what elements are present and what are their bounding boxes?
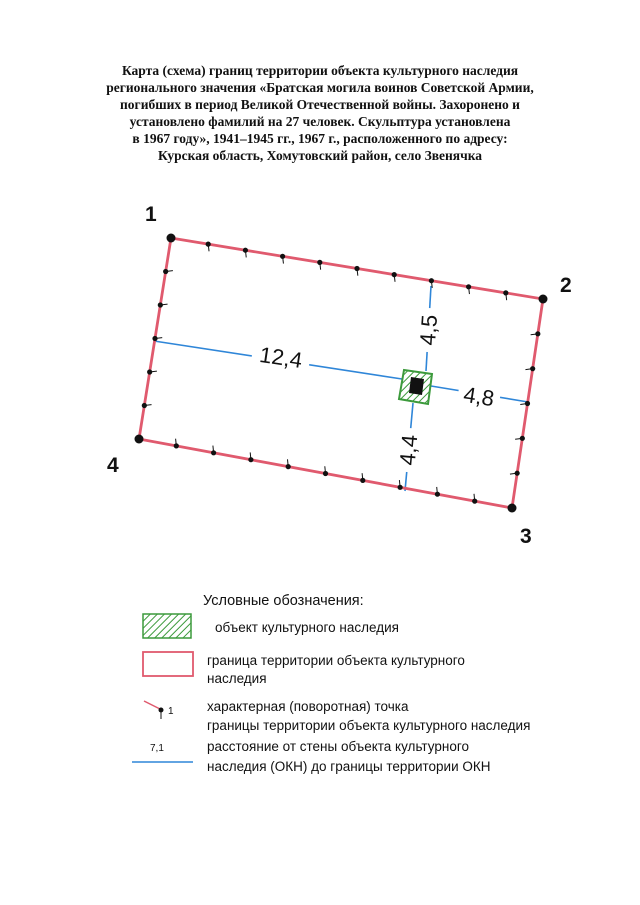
corner-label-1: 1 — [145, 203, 157, 226]
legend-distance-number: 7,1 — [150, 743, 164, 754]
legend-boundary-swatch — [143, 652, 193, 676]
boundary-point-2 — [243, 248, 248, 258]
corner-point-4 — [135, 435, 144, 444]
distance-label-left: 12,4 — [257, 341, 304, 374]
boundary-point-28 — [163, 269, 173, 274]
legend-point-number: 1 — [168, 706, 174, 717]
title-line-4: установлено фамилий на 27 человек. Скульптура установлена — [129, 114, 511, 129]
corner-label-3: 3 — [520, 525, 532, 548]
boundary-point-27 — [158, 302, 168, 307]
boundary-point-3 — [280, 254, 285, 264]
boundary-point-8 — [466, 284, 471, 294]
title-line-2: регионального значения «Братская могила воинов Советской Армии, — [106, 80, 534, 95]
monument-marker — [409, 377, 424, 395]
territory-boundary — [139, 238, 543, 508]
corner-label-2: 2 — [560, 274, 572, 297]
legend-object-label: объект культурного наследия — [215, 620, 399, 635]
legend-point-label-2: границы территории объекта культурного наследия — [207, 718, 531, 733]
boundary-point-22 — [211, 446, 216, 456]
boundary-point-23 — [174, 439, 179, 449]
boundary-point-10 — [531, 331, 541, 336]
title-line-5: в 1967 году», 1941–1945 гг., 1967 г., расположенного по адресу: — [132, 131, 508, 146]
boundary-point-13 — [515, 436, 525, 441]
legend — [132, 593, 530, 774]
boundary-point-15 — [472, 494, 477, 504]
boundary-point-20 — [286, 459, 291, 469]
corner-label-4: 4 — [107, 454, 119, 477]
legend-title: Условные обозначения: — [203, 593, 364, 609]
title-line-3: погибших в период Великой Отечественной войны. Захоронено и — [120, 97, 520, 112]
boundary-point-14 — [510, 471, 520, 476]
corner-point-3 — [508, 504, 517, 513]
corner-markers — [107, 203, 572, 548]
distance-label-right: 4,8 — [461, 381, 496, 412]
distance-label-bottom: 4,4 — [394, 433, 423, 467]
boundary-point-25 — [147, 369, 157, 374]
corner-point-2 — [539, 295, 548, 304]
boundary-point-18 — [360, 473, 365, 483]
legend-boundary-label-1: граница территории объекта культурного — [207, 653, 465, 668]
boundary-point-21 — [248, 452, 253, 462]
boundary-point-16 — [435, 487, 440, 497]
boundary-point-17 — [398, 480, 403, 490]
title-line-1: Карта (схема) границ территории объекта культурного наследия — [121, 63, 519, 78]
boundary-point-5 — [354, 266, 359, 276]
boundary-point-4 — [317, 260, 322, 270]
boundary-point-9 — [503, 290, 508, 300]
legend-distance-label-2: наследия (ОКН) до границы территории ОКН — [207, 759, 491, 774]
legend-object-swatch — [143, 614, 191, 638]
boundary-point-24 — [142, 403, 152, 408]
legend-distance-label-1: расстояние от стены объекта культурного — [207, 739, 469, 754]
legend-point-label-1: характерная (поворотная) точка — [207, 699, 409, 714]
boundary-point-11 — [525, 366, 535, 371]
boundary-point-26 — [152, 336, 162, 341]
title-line-6: Курская область, Хомутовский район, село Звенячка — [157, 148, 483, 163]
distance-labels — [250, 307, 502, 473]
heritage-object — [399, 370, 432, 404]
boundary-point-6 — [392, 272, 397, 282]
map-title — [106, 63, 533, 163]
boundary-point-1 — [206, 242, 211, 252]
boundary-points — [142, 242, 541, 504]
legend-point-swatch — [144, 701, 174, 719]
corner-point-1 — [167, 234, 176, 243]
legend-boundary-label-2: наследия — [207, 671, 267, 686]
boundary-point-19 — [323, 466, 328, 476]
distance-label-top: 4,5 — [414, 313, 443, 347]
